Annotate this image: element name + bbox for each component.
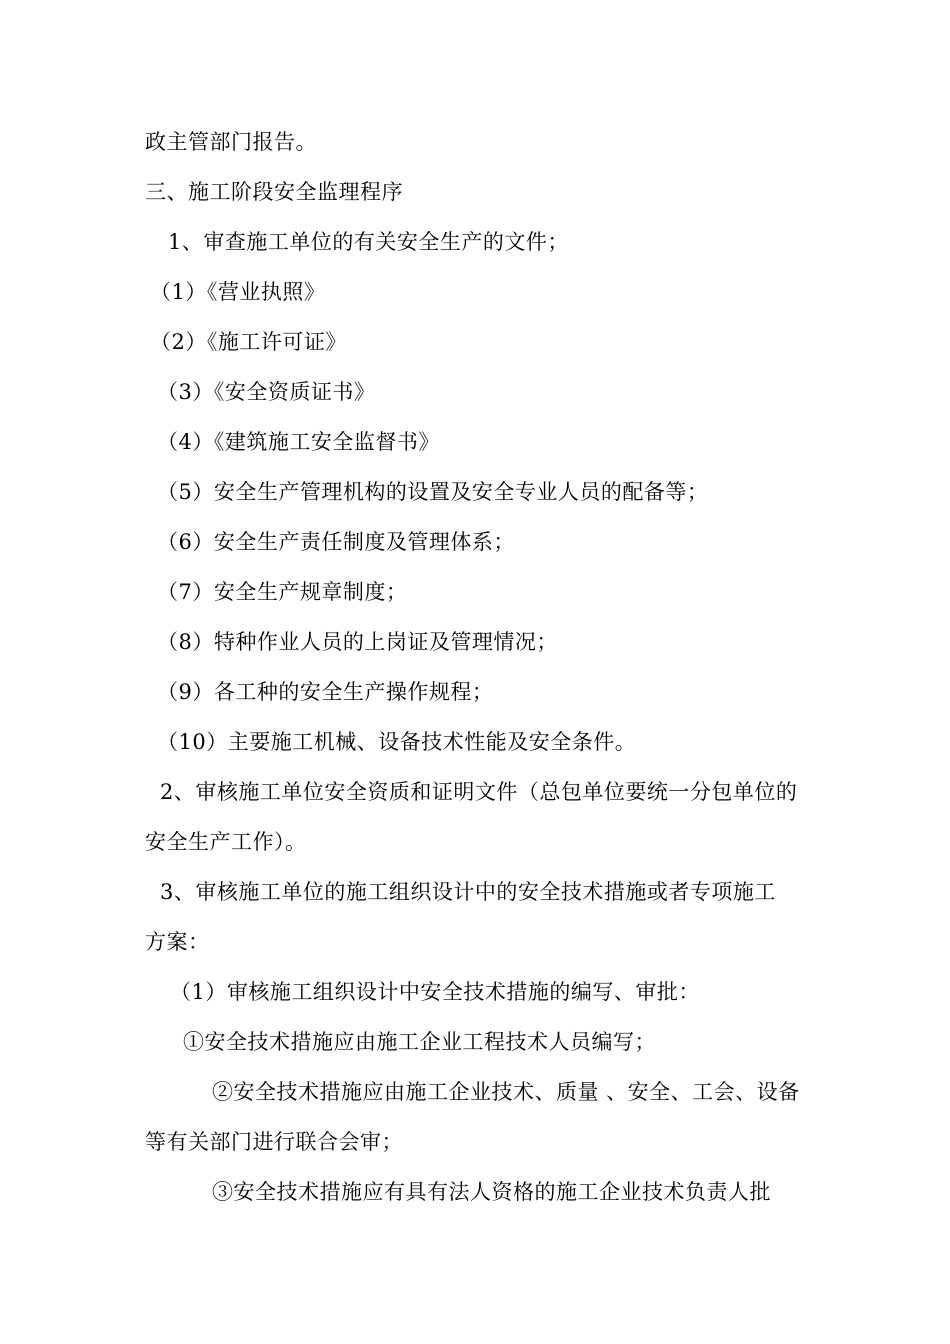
- text-line: 方案：: [145, 930, 210, 954]
- sub-item-heading: （1）审核施工组织设计中安全技术措施的编写、审批：: [170, 980, 700, 1004]
- list-item: （6）安全生产责任制度及管理体系；: [157, 530, 515, 554]
- section-heading: 三、施工阶段安全监理程序: [145, 180, 403, 204]
- text-line: 安全生产工作）。: [145, 830, 307, 854]
- text-line: 政主管部门报告。: [145, 130, 317, 154]
- list-item: （2）《施工许可证》: [150, 330, 347, 354]
- numbered-point: ③安全技术措施应有具有法人资格的施工企业技术负责人批: [212, 1180, 771, 1204]
- list-item: （5）安全生产管理机构的设置及安全专业人员的配备等；: [157, 480, 709, 504]
- list-item: （7）安全生产规章制度；: [157, 580, 408, 604]
- numbered-point: ②安全技术措施应由施工企业技术、质量 、安全、工会、设备: [212, 1080, 800, 1104]
- list-item: （8）特种作业人员的上岗证及管理情况；: [157, 630, 558, 654]
- list-item: （10）主要施工机械、设备技术性能及安全条件。: [157, 730, 637, 754]
- list-item: （1）《营业执照》: [150, 280, 326, 304]
- list-item: （4）《建筑施工安全监督书》: [157, 430, 440, 454]
- list-item: （3）《安全资质证书》: [157, 380, 376, 404]
- item-heading: 3、审核施工单位的施工组织设计中的安全技术措施或者专项施工: [160, 880, 776, 904]
- text-line: 等有关部门进行联合会审；: [145, 1130, 403, 1154]
- item-heading: 1、审查施工单位的有关安全生产的文件；: [168, 230, 569, 254]
- list-item: （9）各工种的安全生产操作规程；: [157, 680, 494, 704]
- numbered-point: ①安全技术措施应由施工企业工程技术人员编写；: [183, 1030, 656, 1054]
- item-heading: 2、审核施工单位安全资质和证明文件（总包单位要统一分包单位的: [160, 780, 798, 804]
